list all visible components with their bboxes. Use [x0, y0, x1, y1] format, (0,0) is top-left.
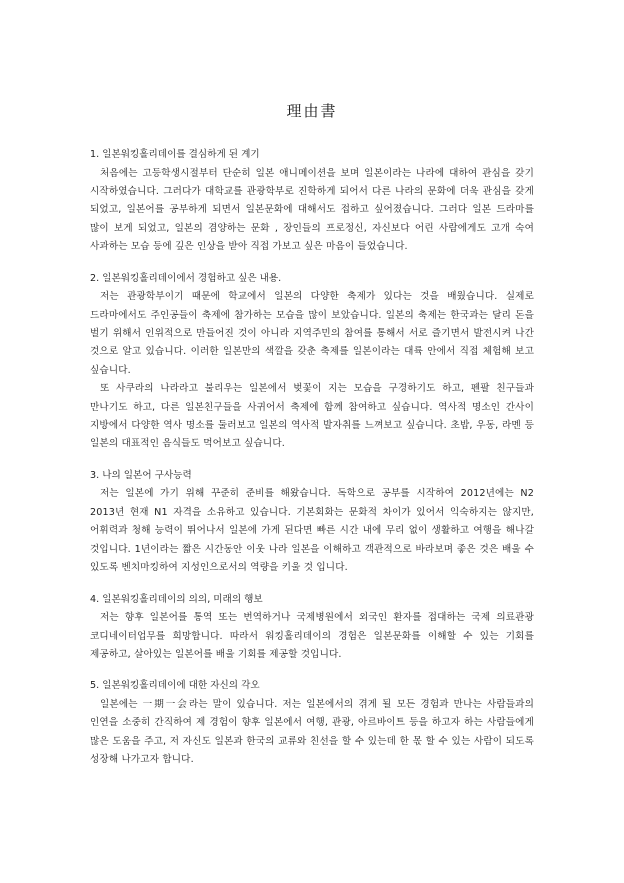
section-resolution: [90, 677, 534, 769]
section-paragraph: 저는 향후 일본어를 통역 또는 번역하거나 국제병원에서 외국인 환자를 접대하는 국제 의료관광 코디네이터업무를 희망합니다. 따라서 워킹홀리데이의 경험은 일본문화를 이해할 수 있는 기회를 제공하고, 살아있는 일본어를 배울 기회를 제공할 것입니다.: [90, 612, 534, 660]
section-heading: 2. 일본워킹홀리데이에서 경험하고 싶은 내용.: [90, 272, 282, 284]
section-heading: 4. 일본워킹홀리데이의 의의, 미래의 행보: [90, 593, 263, 605]
section-paragraph: 저는 일본에 가기 위해 꾸준히 준비를 해왔습니다. 독학으로 공부를 시작하여 2012년에는 N2 2013년 현재 N1 자격을 소유하고 있습니다. 기본회화는 문화적 차이가 있어서 익숙하지는 않지만, 어휘력과 청해 능력이 뛰어나서 일본에 가게 된다면 빠른 시간 내에 무리 없이 생활하고 여행을 해나갈 것입니다. 1년이라는 짧은 시간동안 이웃 나라 일본을 이해하고 객관적으로 바라보며 좋은 것은 배울 수 있도록 벤치마킹하여 지성인으로서의 역량을 키울 것 입니다.: [90, 488, 534, 574]
section-paragraph: 또 사쿠라의 나라라고 불리우는 일본에서 벚꽃이 지는 모습을 구경하기도 하고, 펜팔 친구들과 만나기도 하고, 다른 일본친구들을 사귀어서 축제에 함께 참여하고 싶습니다. 역사적 명소인 간사이 지방에서 다양한 역사 명소를 둘러보고 일본의 역사적 발자취를 느껴보고 싶습니다. 초밥, 우동, 라멘 등 일본의 대표적인 음식들도 먹어보고 싶습니다.: [90, 383, 534, 450]
section-paragraph: 저는 관광학부이기 때문에 학교에서 일본의 다양한 축제가 있다는 것을 배웠습니다. 실제로 드라마에서도 주인공들이 축제에 참가하는 모습을 많이 보았습니다. 일본의 축제는 한국과는 달리 돈을 벌기 위해서 인위적으로 만들어진 것이 아니라 지역주민의 참여를 통해서 서로 즐기면서 발전시켜 나간 것으로 알고 있습니다. 이러한 일본만의 색깔을 갖춘 축제를 일본이라는 대륙 안에서 직접 체험해 보고 싶습니다.: [90, 291, 534, 376]
section-heading: 1. 일본워킹홀리데이를 결심하게 된 계기: [90, 149, 260, 160]
section-experience: [90, 270, 534, 454]
section-heading: 5. 일본워킹홀리데이에 대한 자신의 각오: [90, 680, 260, 692]
section-language-ability: [90, 467, 534, 578]
section-heading: 3. 나의 일본어 구사능력: [90, 469, 192, 481]
section-paragraph: 처음에는 고등학생시절부터 단순히 일본 애니메이션을 보며 일본이라는 나라에 대하여 관심을 갖기 시작하였습니다. 그러다가 대학교를 관광학부로 진학하게 되어서 다른 나라의 문화에 더욱 관심을 갖게 되었고, 일본어를 공부하게 되면서 일본문화에 대해서도 접하고 싶어졌습니다. 그러다 일본 드라마를 많이 보게 되었고, 일본의 겸양하는 문화 , 장인들의 프로정신, 자신보다 어린 사람에게도 고개 숙여 사과하는 모습 등에 깊은 인상을 받아 직접 가보고 싶은 마음이 들었습니다.: [90, 167, 534, 253]
section-paragraph: 일본에는 一期一会라는 말이 있습니다. 저는 일본에서의 겪게 될 모든 경험과 만나는 사람들과의 인연을 소중히 간직하여 제 경험이 향후 일본에서 여행, 관광, 아르바이트 등을 하고자 하는 사람들에게 많은 도움을 주고, 저 자신도 일본과 한국의 교류와 친선을 할 수 있는데 한 몫 할 수 있는 사람이 되도록 성장해 나가고자 합니다.: [90, 698, 534, 766]
section-reason: [90, 146, 534, 257]
document-body: [90, 146, 534, 783]
section-future: [90, 591, 534, 665]
document-title: 理由書: [286, 102, 338, 120]
